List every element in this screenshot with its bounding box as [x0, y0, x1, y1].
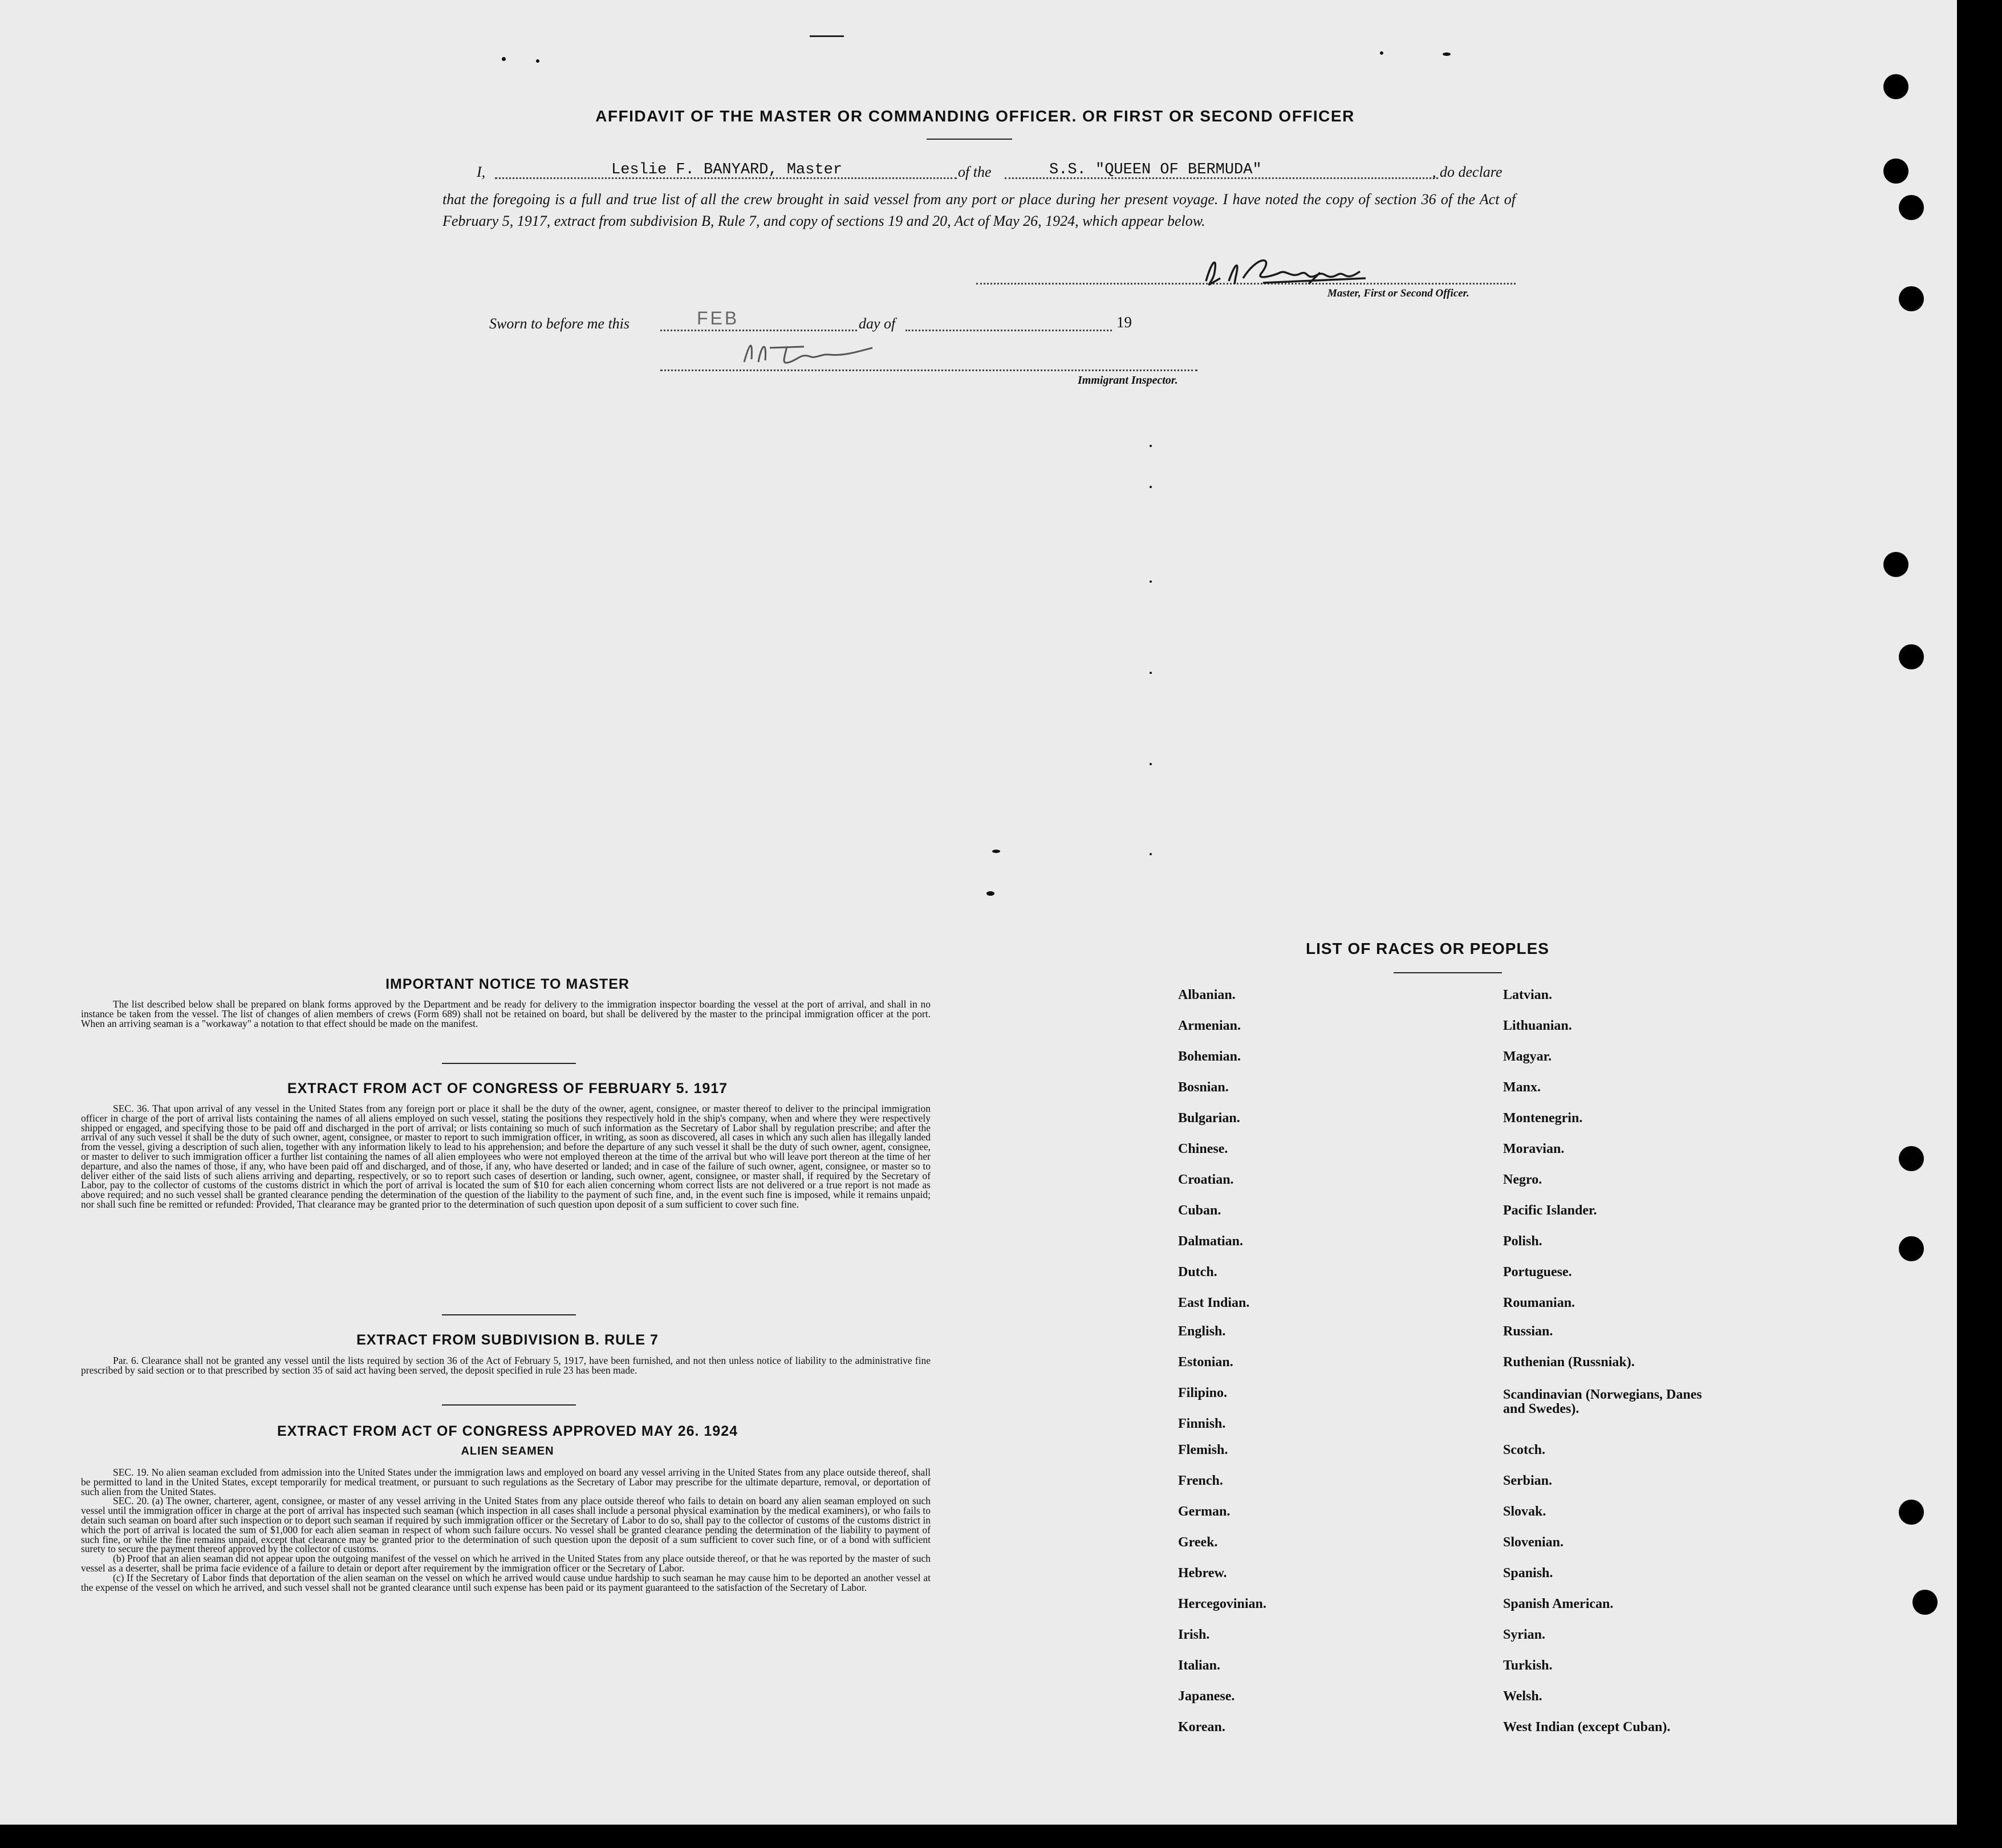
race-item: Italian.	[1178, 1658, 1221, 1673]
sec20b-paragraph: (b) Proof that an alien seaman did not appear upon the outgoing manifest of the vessel on which he arrived in the United States from any place outside thereof, or that he was reported by the master of such vessel as a deserter, shall be prima facie evidence of a failure to detain or deport after requirement by the immigration officer or the Secretary of Labor.	[81, 1553, 931, 1574]
race-item: Welsh.	[1503, 1689, 1542, 1704]
punch-hole	[1899, 1146, 1924, 1171]
punch-hole	[1899, 1500, 1924, 1525]
speck	[992, 850, 1000, 853]
of-the-label: of the	[958, 164, 992, 180]
race-item: Moravian.	[1503, 1142, 1565, 1156]
speck	[986, 891, 994, 896]
top-mark	[810, 35, 844, 37]
race-item: Albanian.	[1178, 988, 1236, 1002]
speck	[1150, 672, 1152, 674]
year-prefix: 19	[1116, 314, 1132, 331]
vessel-name: S.S. "QUEEN OF BERMUDA"	[1049, 161, 1262, 178]
race-item: Russian.	[1503, 1324, 1553, 1339]
affidavit-prefix: I,	[477, 164, 486, 180]
race-item: Hebrew.	[1178, 1566, 1227, 1581]
punch-hole	[1912, 1590, 1938, 1615]
race-item: Flemish.	[1178, 1443, 1228, 1457]
race-item: Chinese.	[1178, 1142, 1228, 1156]
punch-hole	[1899, 195, 1924, 220]
speck	[1150, 853, 1152, 855]
race-item: Croatian.	[1178, 1172, 1234, 1187]
affidavit-statement: that the foregoing is a full and true list of all the crew brought in said vessel from any port or place during her present voyage. I have noted the copy of section 36 of the Act of February 5, 1917, extract from subdivision B, Rule 7, and copy of sections 19 and 20, Act of May 26, 1924, which appear below.	[442, 191, 1516, 229]
speck	[1150, 763, 1152, 765]
race-item: Roumanian.	[1503, 1295, 1575, 1310]
race-item: Korean.	[1178, 1720, 1225, 1735]
race-item: Ruthenian (Russniak).	[1503, 1355, 1635, 1370]
race-item: Syrian.	[1503, 1627, 1546, 1642]
notice-paragraph: The list described below shall be prepared on blank forms approved by the Department and be ready for delivery to the immigration inspector boarding the vessel at the port of arrival, and shall in no instance be taken from the vessel. The list of changes of alien members of crews (Form 689) shall not be retained on board, but shall be delivered by the master to the principal immigration officer at the port. When an arriving seaman is a "workaway" a notation to that effect should be made on the manifest.	[81, 998, 931, 1029]
divider	[442, 1314, 576, 1315]
race-item: Greek.	[1178, 1535, 1218, 1550]
punch-hole	[1899, 286, 1924, 311]
extract-1917-title: EXTRACT FROM ACT OF CONGRESS OF FEBRUARY 5. 1917	[287, 1081, 728, 1096]
race-item: Bosnian.	[1178, 1080, 1229, 1095]
race-item: Hercegovinian.	[1178, 1597, 1266, 1611]
speck	[1150, 580, 1152, 583]
divider	[442, 1404, 576, 1406]
race-item: Dutch.	[1178, 1265, 1217, 1280]
race-item: Serbian.	[1503, 1473, 1553, 1488]
punch-hole	[1899, 644, 1924, 669]
race-item: German.	[1178, 1504, 1231, 1519]
extract-1917-text	[81, 1104, 931, 1209]
punch-hole	[1883, 552, 1908, 577]
extract-1924-title: EXTRACT FROM ACT OF CONGRESS APPROVED MAY 26. 1924	[277, 1423, 738, 1439]
inspector-signature	[736, 336, 907, 371]
sec20a-paragraph: SEC. 20. (a) The owner, charterer, agent, consignee, or master of any vessel arriving in the United States from any place outside thereof who fails to detain on board any alien seaman employed on such vessel until the immigration officer in charge at the port of arrival has inspected such seaman (which inspection in all cases shall include a personal physical examination by the medical examiners), or who fails to detain such seaman on board after such inspection or to deport such seaman if required by such immigration officer or the Secretary of Labor to do so, shall pay to the collector of customs of the customs district in which the port of arrival is located the sum of $1,000 for each alien seaman in respect of whom such failure occurs. No vessel shall be granted clearance pending the determination of the liability to payment of such fine, or while the fine remains unpaid, except that clearance may be granted prior to the determination of such question upon the deposit of a sum sufficient to cover such fine, or of a bond with sufficient surety to secure the payment thereof approved by the collector of customs.	[81, 1495, 931, 1555]
speck	[502, 57, 506, 61]
extract-1924-text	[81, 1468, 931, 1592]
inspector-signature-line	[660, 369, 1197, 371]
inspector-caption: Immigrant Inspector.	[1078, 374, 1178, 387]
officer-name: Leslie F. BANYARD, Master	[611, 161, 843, 178]
race-item: Filipino.	[1178, 1386, 1228, 1400]
date-stamp: FEB	[697, 308, 740, 328]
race-item: West Indian (except Cuban).	[1503, 1720, 1671, 1735]
speck	[1443, 52, 1451, 56]
title-divider	[927, 139, 1012, 140]
officer-caption: Master, First or Second Officer.	[1327, 287, 1469, 299]
speck	[536, 59, 539, 63]
race-item: Japanese.	[1178, 1689, 1235, 1704]
race-item: Dalmatian.	[1178, 1234, 1243, 1249]
race-item: Magyar.	[1503, 1049, 1552, 1064]
race-item: French.	[1178, 1473, 1223, 1488]
race-item: Scotch.	[1503, 1443, 1545, 1457]
extract-1917-paragraph: SEC. 36. That upon arrival of any vessel in the United States from any foreign port or place it shall be the duty of the owner, agent, consignee, or master thereof to deliver to the principal immigration officer in charge of the port of arrival lists containing the names of all aliens employed on such vessel, stating the positions they respectively hold in the ship's company, when and where they were respectively shipped or engaged, and specifying those to be paid off and discharged in the port of arrival; or lists containing so much of such information as the Secretary of Labor shall by regulation prescribe; and after the arrival of any such vessel it shall be the duty of such owner, agent, consignee, or master to report to such immigration officer, in writing, as soon as discovered, all cases in which any such alien has illegally landed from the vessel, giving a description of such alien, together with any information likely to lead to his apprehension; and before the departure of any such vessel it shall be the duty of such owner, agent, consignee, or master to deliver to such immigration officer a further list containing the names of all alien employees who were not employed thereon at the time of the arrival but who will leave port thereon at the time of her departure, and also the names of those, if any, who have been paid off and discharged, and of those, if any, who have deserted or landed; and in case of the failure of such owner, agent, consignee, or master so to deliver either of the said lists of such aliens arriving and departing, respectively, or so to report such cases of desertion or landing, such owner, agent, consignee, or master shall, if required by the Secretary of Labor, pay to the collector of customs of the customs district in which the port of arrival is located the sum of $10 for each alien concerning whom correct lists are not delivered or a true report is not made as above required; and no such vessel shall be granted clearance pending the determination of the question of the liability to the payment of such fine, and, in the event such fine is imposed, while it remains unpaid; nor shall such fine be remitted or refunded: Provided, That clearance may be granted prior to the determination of such question upon deposit of a sum sufficient to cover such fine.	[81, 1103, 931, 1210]
speck	[1380, 51, 1383, 55]
speck	[1150, 486, 1152, 488]
race-item: Cuban.	[1178, 1203, 1221, 1218]
affidavit-title: AFFIDAVIT OF THE MASTER OR COMMANDING OFFICER. OR FIRST OR SECOND OFFICER	[595, 107, 1355, 125]
race-item: Spanish.	[1503, 1566, 1553, 1581]
race-item: Latvian.	[1503, 988, 1553, 1002]
punch-hole	[1899, 1236, 1924, 1261]
extract-rule7-paragraph: Par. 6. Clearance shall not be granted any vessel until the lists required by section 36 of the Act of February 5, 1917, have been furnished, and not then unless notice of liability to the administrative fine prescribed by said section or to that prescribed by section 35 of said act having been served, the deposit specified in rule 23 has been made.	[81, 1355, 931, 1376]
race-item: Turkish.	[1503, 1658, 1553, 1673]
notice-text	[81, 1000, 931, 1028]
sec20c-paragraph: (c) If the Secretary of Labor finds that deportation of the alien seaman on the vessel on which he arrived would cause undue hardship to such seaman he may cause him to be deported an another vessel at the expense of the vessel on which he arrived, and such vessel shall not be granted clearance until such expense has been paid or its payment guaranteed to the satisfaction of the Secretary of Labor.	[81, 1571, 931, 1593]
race-item: Lithuanian.	[1503, 1018, 1572, 1033]
race-item: Finnish.	[1178, 1416, 1226, 1431]
race-item: Irish.	[1178, 1627, 1210, 1642]
race-item: Manx.	[1503, 1080, 1541, 1095]
race-item: Polish.	[1503, 1234, 1542, 1249]
race-item: Scandinavian (Norwegians, Danes and Swedes).	[1503, 1387, 1702, 1416]
punch-hole	[1883, 159, 1908, 184]
sec19-paragraph: SEC. 19. No alien seaman excluded from admission into the United States under the immigration laws and employed on board any vessel arriving in the United States from any place outside thereof, shall be permitted to land in the United States, except temporarily for medical treatment, or pursuant to such regulations as the Secretary of Labor may prescribe for the ultimate departure, removal, or deportation of such alien from the United States.	[81, 1467, 931, 1497]
notice-title: IMPORTANT NOTICE TO MASTER	[385, 976, 630, 992]
race-item: Slovenian.	[1503, 1535, 1564, 1550]
do-declare-label: , do declare	[1432, 164, 1502, 180]
races-title: LIST OF RACES OR PEOPLES	[1306, 940, 1549, 957]
race-item: English.	[1178, 1324, 1226, 1339]
races-divider	[1394, 972, 1502, 973]
day-of-label: day of	[859, 315, 896, 332]
extract-1924-subtitle: ALIEN SEAMEN	[461, 1445, 554, 1457]
speck	[1150, 445, 1152, 447]
race-item: East Indian.	[1178, 1295, 1250, 1310]
race-item: Armenian.	[1178, 1018, 1241, 1033]
extract-rule7-text	[81, 1356, 931, 1375]
race-item: Estonian.	[1178, 1355, 1233, 1370]
race-item: Montenegrin.	[1503, 1111, 1583, 1126]
sworn-date-line	[660, 330, 857, 331]
race-item: Slovak.	[1503, 1504, 1546, 1519]
punch-hole	[1883, 74, 1908, 99]
sworn-label: Sworn to before me this	[489, 315, 630, 332]
extract-rule7-title: EXTRACT FROM SUBDIVISION B. RULE 7	[356, 1332, 659, 1348]
race-item: Pacific Islander.	[1503, 1203, 1597, 1218]
race-item: Portuguese.	[1503, 1265, 1572, 1280]
divider	[442, 1063, 576, 1064]
race-item: Negro.	[1503, 1172, 1542, 1187]
race-item: Spanish American.	[1503, 1597, 1614, 1611]
month-line	[905, 330, 1112, 331]
race-item: Bulgarian.	[1178, 1111, 1240, 1126]
race-item: Bohemian.	[1178, 1049, 1241, 1064]
